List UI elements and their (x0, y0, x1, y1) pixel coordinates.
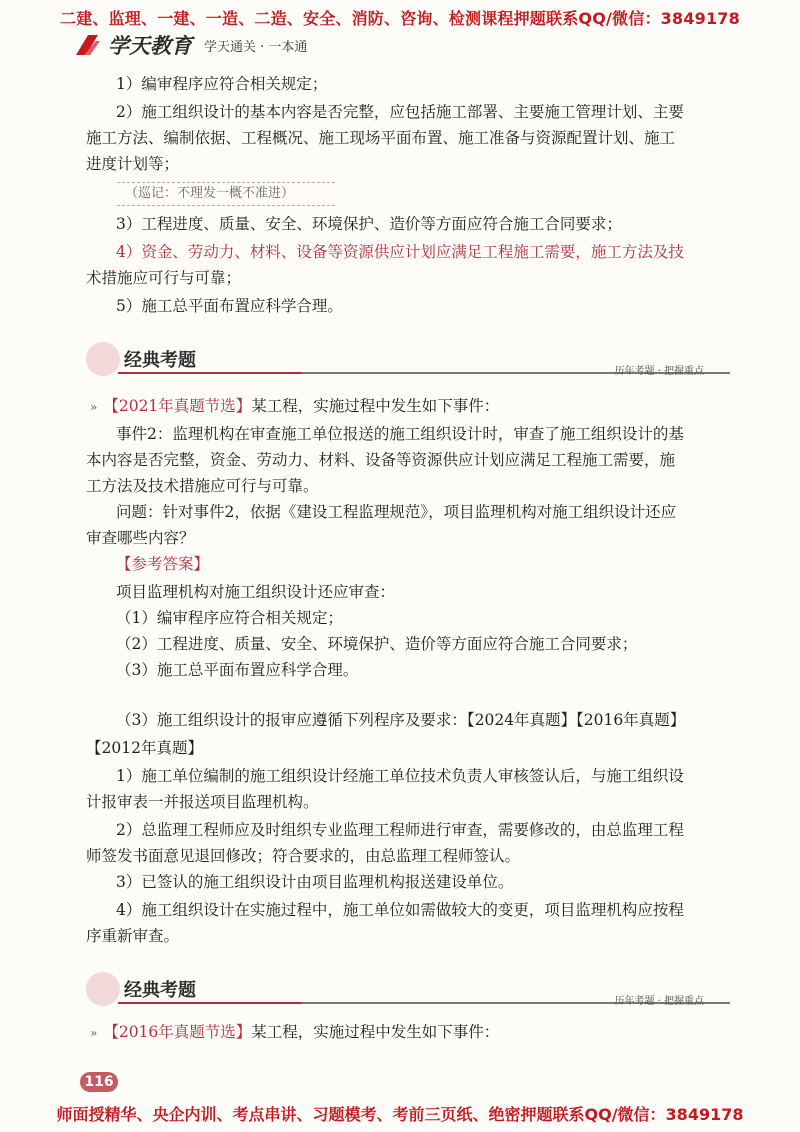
text-line: 3）工程进度、质量、安全、环境保护、造价等方面应符合施工合同要求； (116, 215, 622, 233)
intro-text: 某工程，实施过程中发生如下事件： (251, 1023, 500, 1041)
brand-header (74, 30, 307, 60)
text-line: 3）已签认的施工组织设计由项目监理机构报送建设单位。 (116, 873, 514, 891)
section-title: 经典考题 (124, 350, 196, 371)
exam-tag: 【2021年真题节选】 (103, 397, 252, 415)
exam-icon (86, 342, 120, 376)
text-line: 序重新审查。 (86, 927, 180, 945)
top-promo-banner: 二建、监理、一建、一造、二造、安全、消防、咨询、检测课程押题联系QQ/微信：3849178 (60, 9, 740, 28)
section-subtitle: 历年考题 · 把握重点 (614, 996, 704, 1007)
text-line: 师签发书面意见退回修改；符合要求的，由总监理工程师签认。 (86, 847, 521, 865)
section-title: 经典考题 (124, 980, 196, 1001)
question-intro (90, 1018, 499, 1047)
exam-icon (86, 972, 120, 1006)
text-line: 审查哪些内容？ (86, 529, 195, 547)
mnemonic-tip: （巡记：不理发一概不准进） (117, 182, 335, 206)
text-line: （3）施工总平面布置应科学合理。 (116, 661, 359, 679)
brand-logo-icon (74, 33, 100, 57)
text-line: （2）工程进度、质量、安全、环境保护、造价等方面应符合施工合同要求； (116, 635, 638, 653)
text-line: 事件2：监理机构在审查施工单位报送的施工组织设计时，审查了施工组织设计的基 (116, 425, 684, 443)
text-line: 问题：针对事件2，依据《建设工程监理规范》，项目监理机构对施工组织设计还应 (116, 503, 677, 521)
text-line: 2）施工组织设计的基本内容是否完整，应包括施工部署、主要施工管理计划、主要 (116, 103, 684, 121)
section-header (80, 972, 730, 1012)
page-number: 116 (80, 1072, 118, 1092)
text-line: （3）施工组织设计的报审应遵循下列程序及要求：【2024年真题】【2016年真题】 (116, 711, 686, 729)
text-line: 工方法及技术措施应可行与可靠。 (86, 477, 319, 495)
text-line: 计报审表一并报送项目监理机构。 (86, 793, 319, 811)
text-line: 4）施工组织设计在实施过程中，施工单位如需做较大的变更，项目监理机构应按程 (116, 901, 684, 919)
question-intro (90, 392, 499, 421)
intro-text: 某工程，实施过程中发生如下事件： (251, 397, 500, 415)
text-line: 施工方法、编制依据、工程概况、施工现场平面布置、施工准备与资源配置计划、施工 (86, 129, 676, 147)
text-line: 5）施工总平面布置应科学合理。 (116, 297, 343, 315)
brand-slogan: 学天通关 · 一本通 (204, 39, 308, 55)
section-subtitle: 历年考题 · 把握重点 (614, 366, 704, 377)
brand-name: 学天教育 (108, 34, 192, 58)
chevron-right-icon: » (90, 1026, 98, 1040)
text-line: 术措施应可行与可靠； (86, 269, 242, 287)
text-line: 进度计划等； (86, 155, 180, 173)
text-line: （1）编审程序应符合相关规定； (116, 609, 343, 627)
chevron-right-icon: » (90, 400, 98, 414)
text-line: 1）编审程序应符合相关规定； (116, 75, 328, 93)
exam-tag: 【2016年真题节选】 (103, 1023, 252, 1041)
text-line: 2）总监理工程师应及时组织专业监理工程师进行审查，需要修改的，由总监理工程 (116, 821, 684, 839)
text-line: 1）施工单位编制的施工组织设计经施工单位技术负责人审核签认后，与施工组织设 (116, 767, 684, 785)
text-line: 本内容是否完整，资金、劳动力、材料、设备等资源供应计划应满足工程施工需要，施 (86, 451, 676, 469)
text-line: 4）资金、劳动力、材料、设备等资源供应计划应满足工程施工需要，施工方法及技 (116, 243, 684, 261)
bottom-promo-banner: 师面授精华、央企内训、考点串讲、习题模考、考前三页纸、绝密押题联系QQ/微信：3849178 (56, 1105, 744, 1124)
text-line: 【2012年真题】 (86, 739, 203, 757)
section-header (80, 342, 730, 382)
answer-tag: 【参考答案】 (116, 555, 210, 573)
text-line: 项目监理机构对施工组织设计还应审查： (116, 583, 396, 601)
